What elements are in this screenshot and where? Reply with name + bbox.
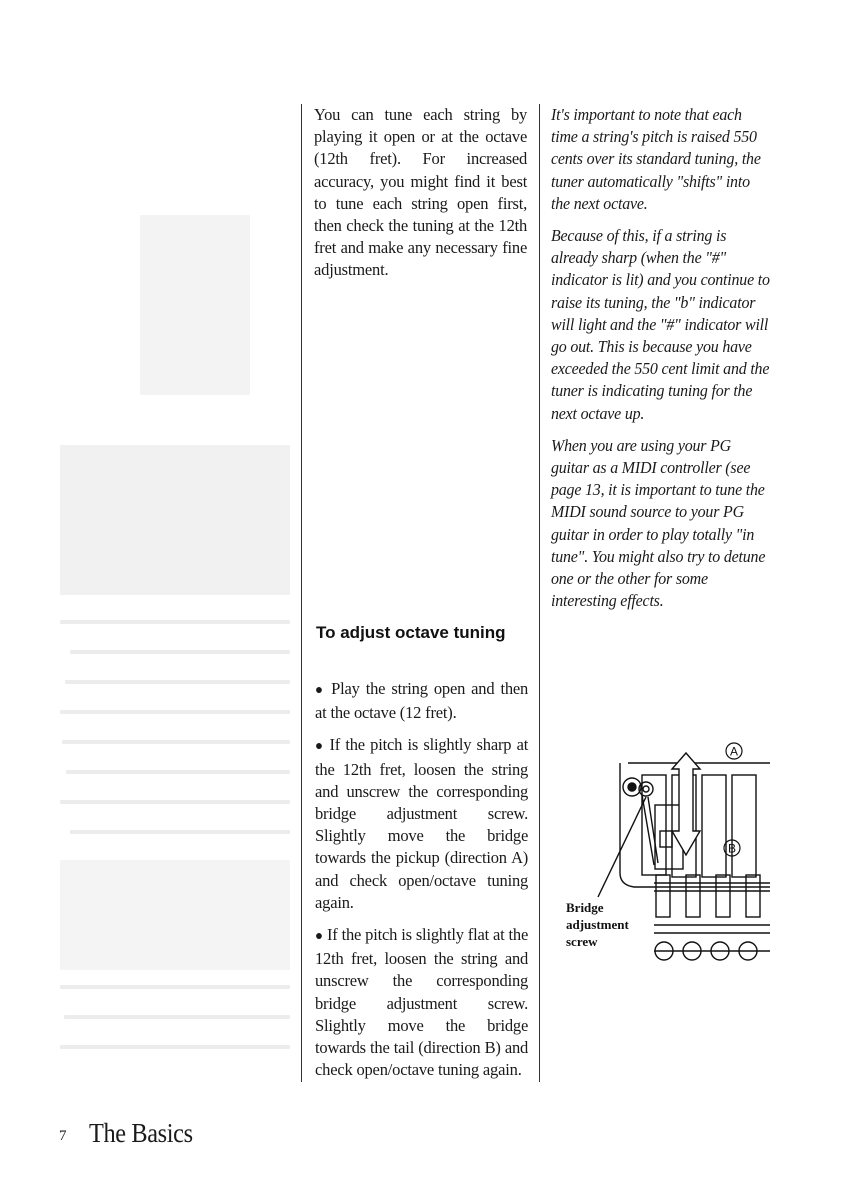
bridge-diagram (558, 735, 770, 975)
bullet-icon: ● (315, 929, 323, 945)
caption-line-2: adjustment (566, 917, 629, 932)
page-number: 7 (59, 1128, 67, 1144)
octave-shift-note: It's important to note that each time a string's pitch is raised 550 cents over its standard tuning, the tuner automatically "shifts" into the next octave. (551, 105, 761, 213)
list-item: ● Play the string open and then at the octave (12 fret). (315, 679, 529, 723)
list-item: ● If the pitch is slightly flat at the 12th fret, loosen the string and unscrew the corresponding bridge adjustment screw. Slightly move the bridge towards the tail (direction B) and check open/octave tuning again. (315, 925, 529, 1080)
bullet-icon: ● (315, 739, 325, 755)
direction-a-label: A (729, 744, 739, 759)
column-divider-left (301, 104, 302, 1082)
bullet-icon: ● (315, 683, 326, 698)
column-divider-right (539, 104, 540, 1082)
bullet-list (315, 678, 537, 1091)
section-title: The Basics (88, 1118, 193, 1148)
caption-line-3: screw (566, 934, 598, 949)
page-footer (59, 1118, 204, 1149)
right-column (551, 104, 783, 612)
caption-line-1: Bridge (566, 900, 604, 915)
section-heading: To adjust octave tuning (316, 623, 506, 642)
indicator-note: Because of this, if a string is already sharp (when the "#" indicator is lit) and you continue to raise its tuning, the "b" indicator will light and the "#" indicator will go out. This is because you have exceeded the 550 cent limit and the tuner is indicating tuning for the next octave up. (551, 226, 770, 423)
middle-column (314, 104, 536, 282)
direction-b-label: B (727, 841, 737, 856)
bridge-illustration (558, 735, 770, 975)
intro-paragraph: You can tune each string by playing it open or at the octave (12th fret). For increased accuracy, you might find it best to tune each string open first, then check the tuning at the 12th fret and make any necessary fine adjustment. (314, 105, 528, 280)
midi-note: When you are using your PG guitar as a MIDI controller (see page 13, it is important to tune the MIDI sound source to your PG guitar in order to play totally "in tune". You might also try to detune one or the other for some interesting effects. (551, 435, 766, 611)
list-item: ● If the pitch is slightly sharp at the 12th fret, loosen the string and unscrew the corresponding bridge adjustment screw. Slightly move the bridge towards the pickup (direction A) and check open/octave tuning again. (315, 735, 529, 912)
